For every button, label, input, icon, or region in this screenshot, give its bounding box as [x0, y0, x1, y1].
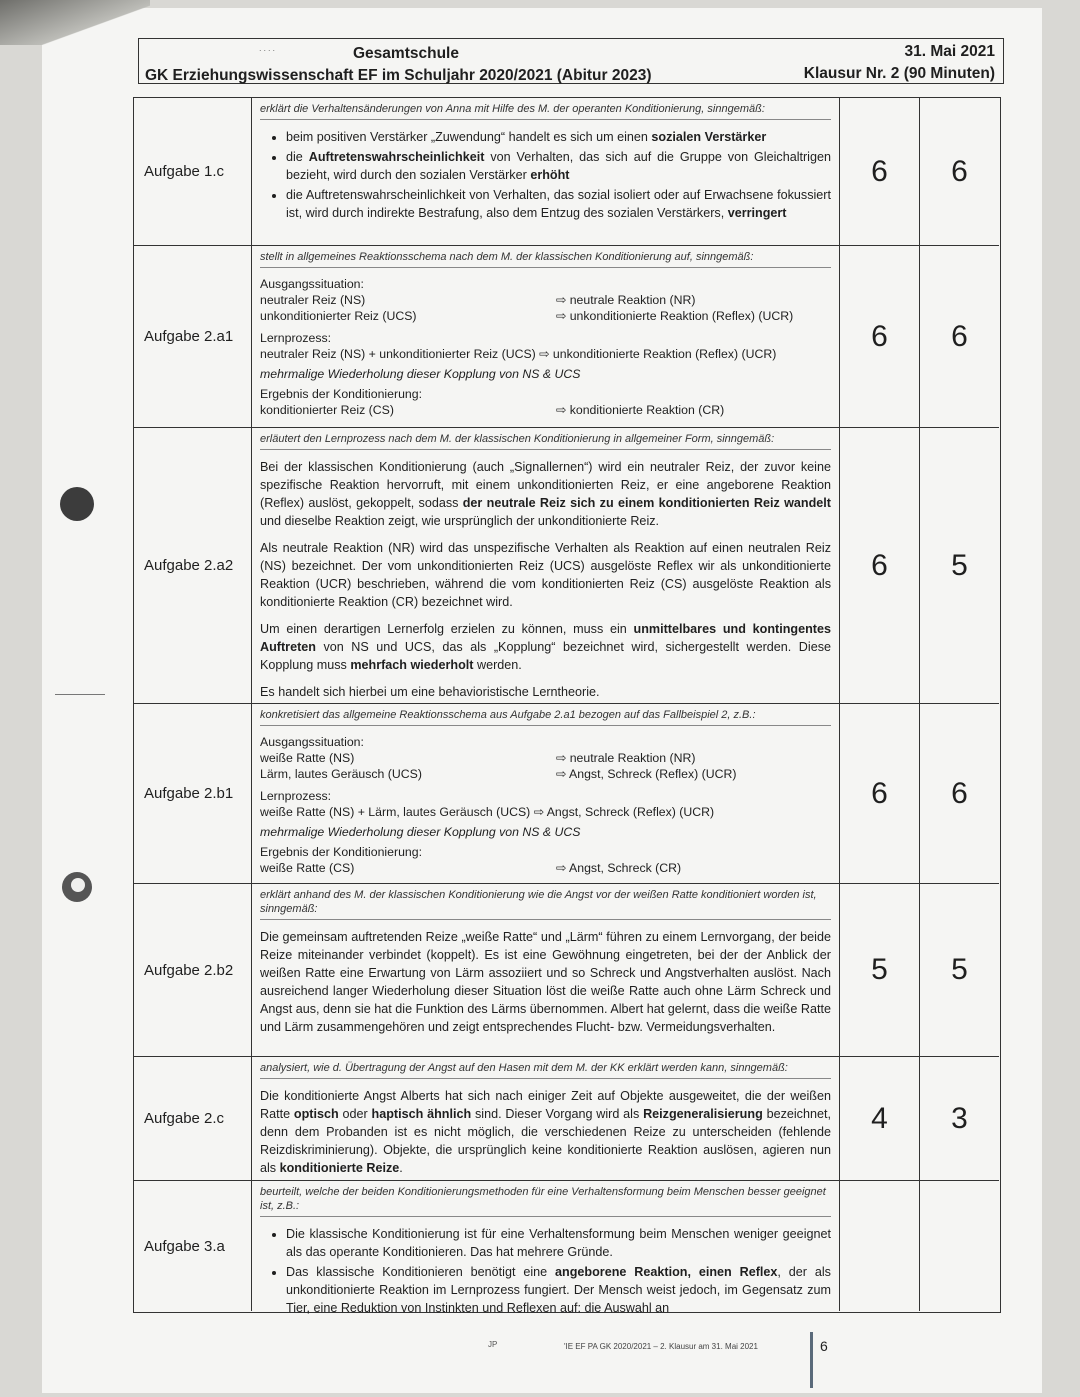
task-label: Aufgabe 2.c [134, 1057, 252, 1180]
task-label: Aufgabe 3.a [134, 1181, 252, 1311]
paragraph: Die konditionierte Angst Alberts hat sich nach einiger Zeit auf Objekte ausgeweitet, die der weißen Ratte optisch oder haptisch ähnlich sind. Dieser Vorgang wird als Reizgeneralisierung bezeichnet, denn dem Probanden ist es nicht möglich, die verschiedenen Reize zu unterscheiden (fehlende Reizdiskriminierung). Objekte, die ursprünglich keine konditionierte Reaktion auslösen, agieren nun als konditionierte Reize. [260, 1089, 831, 1175]
schema-stimulus: unkonditionierter Reiz (UCS) [260, 309, 417, 323]
schema-reaction: ⇨ neutrale Reaktion (NR) [556, 293, 696, 307]
exam-date: 31. Mai 2021 [904, 43, 995, 60]
task-content [252, 246, 839, 427]
score-achieved: 6 [919, 704, 999, 883]
score-max: 6 [839, 704, 919, 883]
schema-note: mehrmalige Wiederholung dieser Kopplung von NS & UCS [260, 367, 581, 381]
score-achieved [919, 1181, 999, 1311]
footer-mark: JP [488, 1340, 498, 1349]
punch-hole-reinforced [62, 872, 92, 902]
schema-stimulus: Lärm, lautes Geräusch (UCS) [260, 767, 422, 781]
schema-heading: Ergebnis der Konditionierung: [260, 387, 423, 401]
task-content [252, 428, 839, 703]
task-label: Aufgabe 2.a2 [134, 428, 252, 703]
table-row [134, 884, 999, 1057]
page-divider [810, 1332, 813, 1388]
reaction-schema [260, 276, 831, 418]
task-content [252, 1181, 839, 1315]
task-instruction: stellt in allgemeines Reaktionsschema nach dem M. der klassischen Konditionierung auf, sinngemäß: [260, 250, 831, 268]
task-content [252, 884, 839, 1056]
task-label: Aufgabe 2.a1 [134, 246, 252, 427]
list-item: • Die klassische Konditionierung ist für eine Verhaltensformung beim Menschen weniger geeignet als das operante Konditionieren. Das hat mehrere Gründe. [286, 1225, 831, 1261]
schema-heading: Lernprozess: [260, 789, 332, 803]
table-row [134, 704, 999, 884]
task-instruction: beurteilt, welche der beiden Konditionierungsmethoden für eine Verhaltensformung beim Menschen besser geeignet ist, z.B.: [260, 1185, 831, 1217]
reaction-schema [260, 734, 831, 876]
list-item: • Das klassische Konditionieren benötigt eine angeborene Reaktion, einen Reflex, der als unkonditionierte Reaktion im Lernprozess fungiert. Der Mensch weist jedoch, im Gegensatz zum Tier, eine Reduktion von Instinkten und Reflexen auf: die Auswahl an [286, 1263, 831, 1317]
score-max [839, 1181, 919, 1311]
score-max: 5 [839, 884, 919, 1056]
schema-stimulus: neutraler Reiz (NS) [260, 293, 366, 307]
school-name: Gesamtschule [353, 45, 459, 62]
paragraph: Es handelt sich hierbei um eine behavioristische Lerntheorie. [260, 685, 600, 699]
page-number: 6 [820, 1338, 828, 1354]
schema-heading: Lernprozess: [260, 331, 332, 345]
margin-mark [55, 694, 105, 695]
table-row [134, 1057, 999, 1181]
schema-reaction: ⇨ konditionierte Reaktion (CR) [556, 403, 725, 417]
task-instruction: erklärt die Verhaltensänderungen von Anna mit Hilfe des M. der operanten Konditionierung, sinngemäß: [260, 102, 831, 120]
table-row [134, 1181, 999, 1315]
table-row [134, 98, 999, 246]
schema-reaction: ⇨ unkonditionierte Reaktion (Reflex) (UCR) [556, 309, 794, 323]
schema-note: mehrmalige Wiederholung dieser Kopplung von NS & UCS [260, 825, 581, 839]
score-max: 6 [839, 428, 919, 703]
task-instruction: erläutert den Lernprozess nach dem M. der klassischen Konditionierung in allgemeiner Form, sinngemäß: [260, 432, 831, 450]
schema-heading: Ergebnis der Konditionierung: [260, 845, 423, 859]
punch-hole [60, 487, 94, 521]
exam-number: Klausur Nr. 2 (90 Minuten) [803, 65, 995, 82]
score-achieved: 3 [919, 1057, 999, 1180]
task-instruction: konkretisiert das allgemeine Reaktionsschema aus Aufgabe 2.a1 bezogen auf das Fallbeispiel 2, z.B.: [260, 708, 831, 726]
list-item: • die Auftretenswahrscheinlichkeit von Verhalten, das sich auf die Gruppe von Gleichaltrigen bezieht, wird durch den sozialen Verstärker erhöht [286, 148, 831, 184]
schema-heading: Ausgangssituation: [260, 277, 364, 291]
footer-text: 'IE EF PA GK 2020/2021 – 2. Klausur am 31. Mai 2021 [564, 1342, 758, 1351]
score-max: 4 [839, 1057, 919, 1180]
table-row [134, 428, 999, 704]
paragraph: Als neutrale Reaktion (NR) wird das unspezifische Verhalten als Reaktion auf einen neutralen Reiz (NS) bezeichnet. Der vom unkonditionierten Reiz (UCS) ausgelöste Reflex wir als unkonditionierte Reaktion (UCR) beschrieben, während die vom konditionierten Reiz (CS) ausgelöste Reaktion als konditionierte Reaktion (CR) bezeichnet wird. [260, 541, 831, 609]
schema-stimulus: weiße Ratte (NS) [260, 751, 355, 765]
score-max: 6 [839, 246, 919, 427]
score-achieved: 5 [919, 884, 999, 1056]
schema-stimulus: weiße Ratte (CS) [260, 861, 355, 875]
table-row [134, 246, 999, 428]
schema-reaction: ⇨ neutrale Reaktion (NR) [556, 751, 696, 765]
paragraph: Bei der klassischen Konditionierung (auch „Signallernen“) wird ein neutraler Reiz, der zuvor keine spezifische Reaktion hervorruft, mit einem unkonditionierten Reiz, er eine angeborene Reaktion (Reflex) auslöst, gekoppelt, sodass der neutrale Reiz sich zu einem konditionierten Reiz wandelt und dieselbe Reaktion zeigt, wie ursprünglich der unkonditionierte Reiz. [260, 460, 831, 528]
exam-header [138, 38, 1004, 84]
schema-heading: Ausgangssituation: [260, 735, 364, 749]
task-instruction: analysiert, wie d. Übertragung der Angst auf den Hasen mit dem M. der KK erklärt werden kann, sinngemäß: [260, 1061, 831, 1079]
paragraph: Die gemeinsam auftretenden Reize „weiße Ratte“ und „Lärm“ führen zu einem Lernvorgang, der beide Reize miteinander verbindet (koppelt). Es ist eine Gewöhnung eingetreten, bei der der Anblick der weißen Ratte eine Erwartung von Lärm assoziiert und so Schreck und Angstverhalten auslöst. Nach ausreichend langer Wiederholung dieser Situation löst die weiße Ratte auch ohne Lärm Schreck und Angst aus, denn sie hat die Funktion des Lärms übernommen. Albert hat gelernt, dass die weiße Ratte und Lärm zusammengehören und zeigt entsprechendes Flucht- bzw. Vermeidungsverhalten. [260, 930, 831, 1034]
course-title: GK Erziehungswissenschaft EF im Schuljahr 2020/2021 (Abitur 2023) [145, 67, 652, 84]
header-dots: .... [259, 43, 278, 53]
schema-reaction: ⇨ Angst, Schreck (Reflex) (UCR) [556, 767, 737, 781]
score-achieved: 5 [919, 428, 999, 703]
score-achieved: 6 [919, 246, 999, 427]
schema-reaction: ⇨ Angst, Schreck (CR) [556, 861, 682, 875]
list-item: • beim positiven Verstärker „Zuwendung“ handelt es sich um einen sozialen Verstärker [286, 128, 831, 146]
task-label: Aufgabe 2.b2 [134, 884, 252, 1056]
folded-corner [0, 0, 150, 45]
schema-process: neutraler Reiz (NS) + unkonditionierter Reiz (UCS) ⇨ unkonditionierte Reaktion (Reflex) (UCR) [260, 347, 777, 361]
task-label: Aufgabe 1.c [134, 98, 252, 245]
schema-process: weiße Ratte (NS) + Lärm, lautes Geräusch (UCS) ⇨ Angst, Schreck (Reflex) (UCR) [260, 805, 715, 819]
task-content [252, 1057, 839, 1180]
grading-table [133, 97, 1001, 1313]
task-label: Aufgabe 2.b1 [134, 704, 252, 883]
paragraph: Um einen derartigen Lernerfolg erzielen zu können, muss ein unmittelbares und kontingentes Auftreten von NS und UCS, das als „Kopplung“ bezeichnet wird, sichergestellt werden. Diese Kopplung muss mehrfach wiederholt werden. [260, 622, 832, 672]
task-instruction: erklärt anhand des M. der klassischen Konditionierung wie die Angst vor der weißen Ratte konditioniert worden ist, sinngemäß: [260, 888, 831, 920]
score-achieved: 6 [919, 98, 999, 245]
score-max: 6 [839, 98, 919, 245]
task-content [252, 704, 839, 883]
schema-stimulus: konditionierter Reiz (CS) [260, 403, 394, 417]
task-content [252, 98, 839, 245]
list-item: • die Auftretenswahrscheinlichkeit von Verhalten, das sozial isoliert oder auf Erwachsene fokussiert ist, wird durch indirekte Bestrafung, also dem Entzug des sozialen Verstärkers, verringert [286, 186, 831, 222]
